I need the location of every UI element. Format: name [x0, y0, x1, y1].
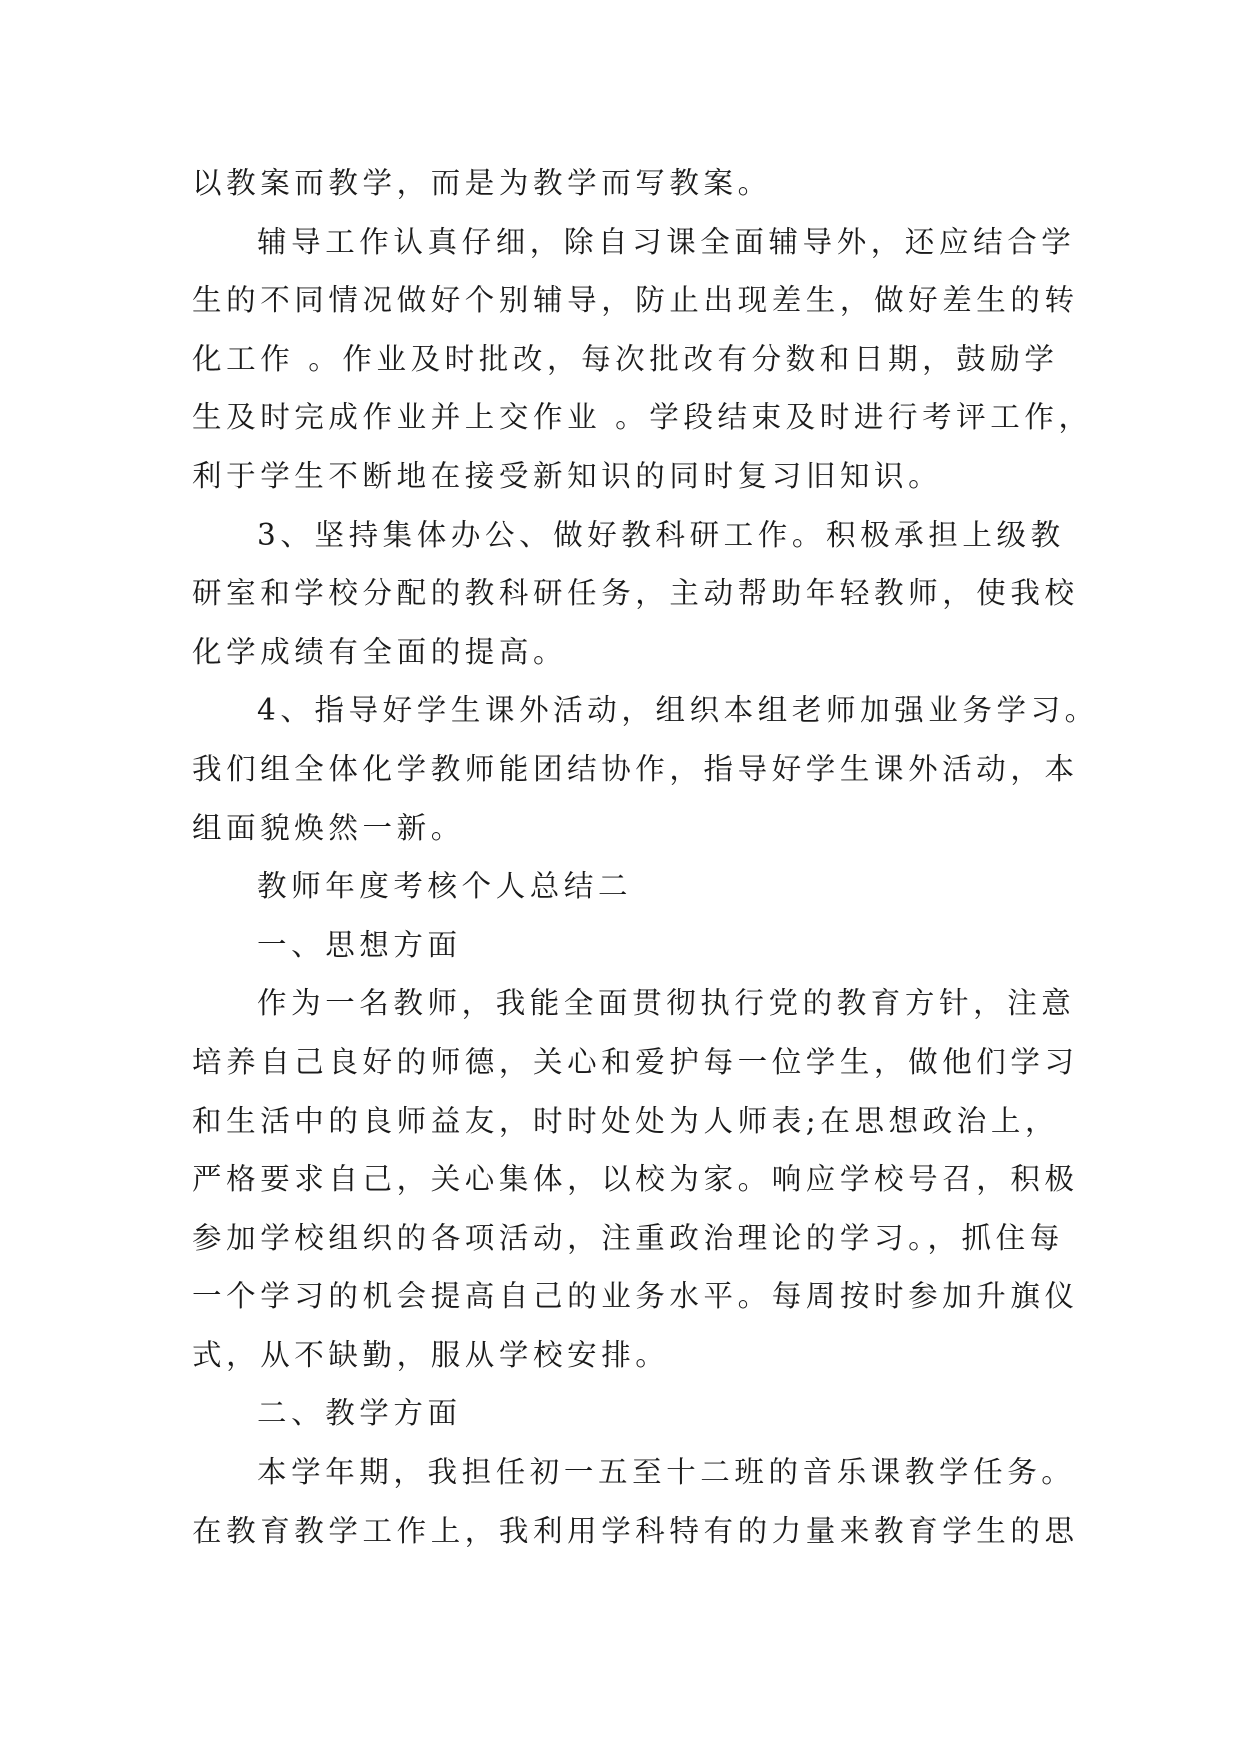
text-line: 参加学校组织的各项活动，注重政治理论的学习。，抓住每	[192, 1220, 1064, 1255]
text-line: 我们组全体化学教师能团结协作，指导好学生课外活动，本	[192, 751, 1079, 786]
text-line: 作为一名教师，我能全面贯彻执行党的教育方针，注意	[257, 986, 1076, 1021]
text-line: 辅导工作认真仔细，除自习课全面辅导外，还应结合学	[257, 224, 1076, 259]
text-line: 和生活中的良师益友，时时处处为人师表;在思想政治上，	[192, 1103, 1060, 1138]
text-line: 生及时完成作业并上交作业 。学段结束及时进行考评工作，	[192, 400, 1093, 435]
document-body	[192, 154, 1099, 1560]
text-line: 4、指导好学生课外活动，组织本组老师加强业务学习。	[257, 693, 1099, 728]
text-line: 生的不同情况做好个别辅导，防止出现差生，做好差生的转	[192, 283, 1079, 318]
text-line: 本学年期，我担任初一五至十二班的音乐课教学任务。	[257, 1455, 1076, 1490]
text-line: 培养自己良好的师德，关心和爱护每一位学生，做他们学习	[192, 1044, 1079, 1079]
text-line: 研室和学校分配的教科研任务，主动帮助年轻教师，使我校	[192, 576, 1079, 611]
text-line: 化学成绩有全面的提高。	[192, 634, 568, 669]
text-line: 组面貌焕然一新。	[192, 810, 465, 845]
section-heading: 二、教学方面	[257, 1396, 462, 1431]
text-line: 3、坚持集体办公、做好教科研工作。积极承担上级教	[257, 517, 1065, 552]
section-title: 教师年度考核个人总结二	[257, 869, 633, 904]
section-heading: 一、思想方面	[257, 927, 462, 962]
text-line: 一个学习的机会提高自己的业务水平。每周按时参加升旗仪	[192, 1279, 1079, 1314]
text-line: 在教育教学工作上，我利用学科特有的力量来教育学生的思	[192, 1513, 1079, 1548]
text-line: 利于学生不断地在接受新知识的同时复习旧知识。	[192, 458, 943, 493]
text-line: 式，从不缺勤，服从学校安排。	[192, 1337, 670, 1372]
text-line: 化工作 。作业及时批改，每次批改有分数和日期，鼓励学	[192, 341, 1059, 376]
text-line: 严格要求自己，关心集体，以校为家。响应学校号召，积极	[192, 1162, 1079, 1197]
text-line: 以教案而教学，而是为教学而写教案。	[192, 166, 772, 200]
